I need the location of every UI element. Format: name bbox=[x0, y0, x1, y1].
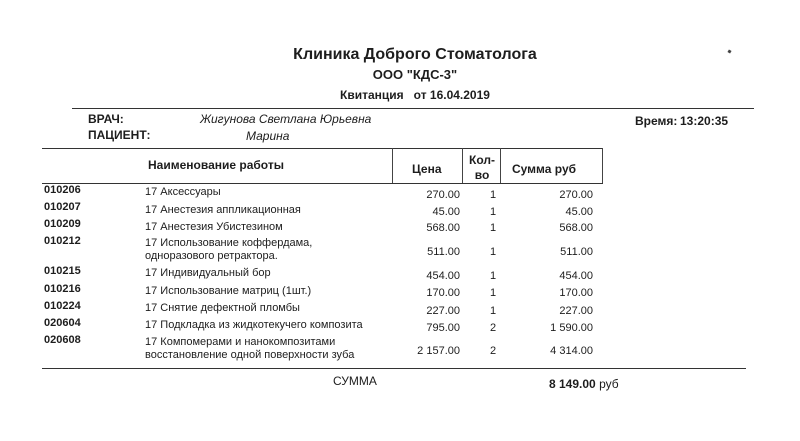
row-price: 270.00 bbox=[426, 189, 460, 201]
patient-name: Марина bbox=[246, 129, 290, 143]
row-qty: 1 bbox=[489, 246, 497, 258]
row-price: 227.00 bbox=[426, 305, 460, 317]
row-price: 795.00 bbox=[426, 322, 460, 334]
row-name: 17 Анестезия Убистезином bbox=[145, 221, 283, 233]
row-price: 568.00 bbox=[426, 222, 460, 234]
row-qty: 1 bbox=[489, 206, 497, 218]
header-sum: Сумма руб bbox=[512, 162, 577, 176]
header-qty-line1: Кол- bbox=[469, 153, 495, 167]
doctor-label: ВРАЧ: bbox=[88, 112, 124, 126]
total-label: СУММА bbox=[333, 374, 377, 388]
row-name-line1: 17 Компомерами и нанокомпозитами bbox=[145, 336, 336, 348]
row-price: 170.00 bbox=[426, 287, 460, 299]
patient-label: ПАЦИЕНТ: bbox=[88, 128, 151, 142]
row-code: 010215 bbox=[44, 265, 81, 277]
header-price: Цена bbox=[412, 162, 442, 176]
total-amount bbox=[549, 377, 619, 391]
row-qty: 1 bbox=[489, 222, 497, 234]
col-divider-end bbox=[602, 148, 603, 183]
row-name: 17 Аксессуары bbox=[145, 186, 221, 198]
col-divider-price bbox=[392, 148, 393, 183]
row-sum: 270.00 bbox=[559, 189, 593, 201]
row-price: 511.00 bbox=[427, 246, 460, 258]
row-code: 010206 bbox=[44, 184, 81, 196]
row-code: 010207 bbox=[44, 201, 81, 213]
row-qty: 2 bbox=[489, 322, 497, 334]
row-sum: 511.00 bbox=[560, 246, 593, 258]
row-name: 17 Подкладка из жидкотекучего композита bbox=[145, 319, 363, 331]
row-code: 010212 bbox=[44, 235, 81, 247]
row-qty: 2 bbox=[489, 345, 497, 357]
row-price: 2 157.00 bbox=[417, 345, 460, 357]
row-sum: 170.00 bbox=[559, 287, 593, 299]
clinic-name: Клиника Доброго Стоматолога bbox=[293, 46, 537, 63]
row-sum: 454.00 bbox=[559, 270, 593, 282]
col-divider-qty bbox=[462, 148, 463, 183]
row-name: 17 Индивидуальный бор bbox=[145, 267, 271, 279]
row-name-line1: 17 Использование коффердама, bbox=[145, 237, 313, 249]
row-name-line2: восстановление одной поверхности зуба bbox=[145, 349, 355, 361]
top-rule bbox=[72, 108, 754, 109]
row-qty: 1 bbox=[489, 305, 497, 317]
row-sum: 1 590.00 bbox=[550, 322, 593, 334]
receipt-title bbox=[0, 88, 800, 102]
time-label: Время: bbox=[635, 114, 678, 128]
row-qty: 1 bbox=[489, 270, 497, 282]
row-code: 010224 bbox=[44, 300, 81, 312]
row-qty: 1 bbox=[489, 287, 497, 299]
doctor-name: Жигунова Светлана Юрьевна bbox=[200, 112, 372, 126]
row-name-line2: одноразового ретрактора. bbox=[145, 250, 278, 262]
row-code: 010209 bbox=[44, 218, 81, 230]
row-name: 17 Анестезия аппликационная bbox=[145, 204, 301, 216]
col-divider-sum bbox=[500, 148, 501, 183]
row-price: 45.00 bbox=[432, 206, 460, 218]
row-sum: 45.00 bbox=[565, 206, 593, 218]
receipt-label: Квитанция bbox=[340, 88, 404, 102]
row-price: 454.00 bbox=[426, 270, 460, 282]
header-work-name: Наименование работы bbox=[148, 158, 284, 172]
row-code: 020608 bbox=[44, 334, 81, 346]
row-qty: 1 bbox=[489, 189, 497, 201]
table-header-bottom-rule bbox=[42, 183, 603, 184]
table-bottom-rule bbox=[42, 368, 746, 369]
header-qty-line2: во bbox=[474, 168, 490, 182]
total-currency: руб bbox=[599, 377, 619, 391]
row-name: 17 Снятие дефектной пломбы bbox=[145, 302, 300, 314]
row-name: 17 Использование матриц (1шт.) bbox=[145, 285, 312, 297]
receipt-date: от 16.04.2019 bbox=[413, 88, 490, 102]
table-header-top-rule bbox=[42, 148, 603, 149]
row-code: 020604 bbox=[44, 317, 81, 329]
total-value: 8 149.00 bbox=[549, 377, 596, 391]
row-sum: 568.00 bbox=[559, 222, 593, 234]
row-sum: 4 314.00 bbox=[550, 345, 593, 357]
row-sum: 227.00 bbox=[559, 305, 593, 317]
organization-name: ООО "КДС-3" bbox=[372, 67, 458, 82]
time-value: 13:20:35 bbox=[680, 114, 729, 128]
row-code: 010216 bbox=[44, 283, 81, 295]
